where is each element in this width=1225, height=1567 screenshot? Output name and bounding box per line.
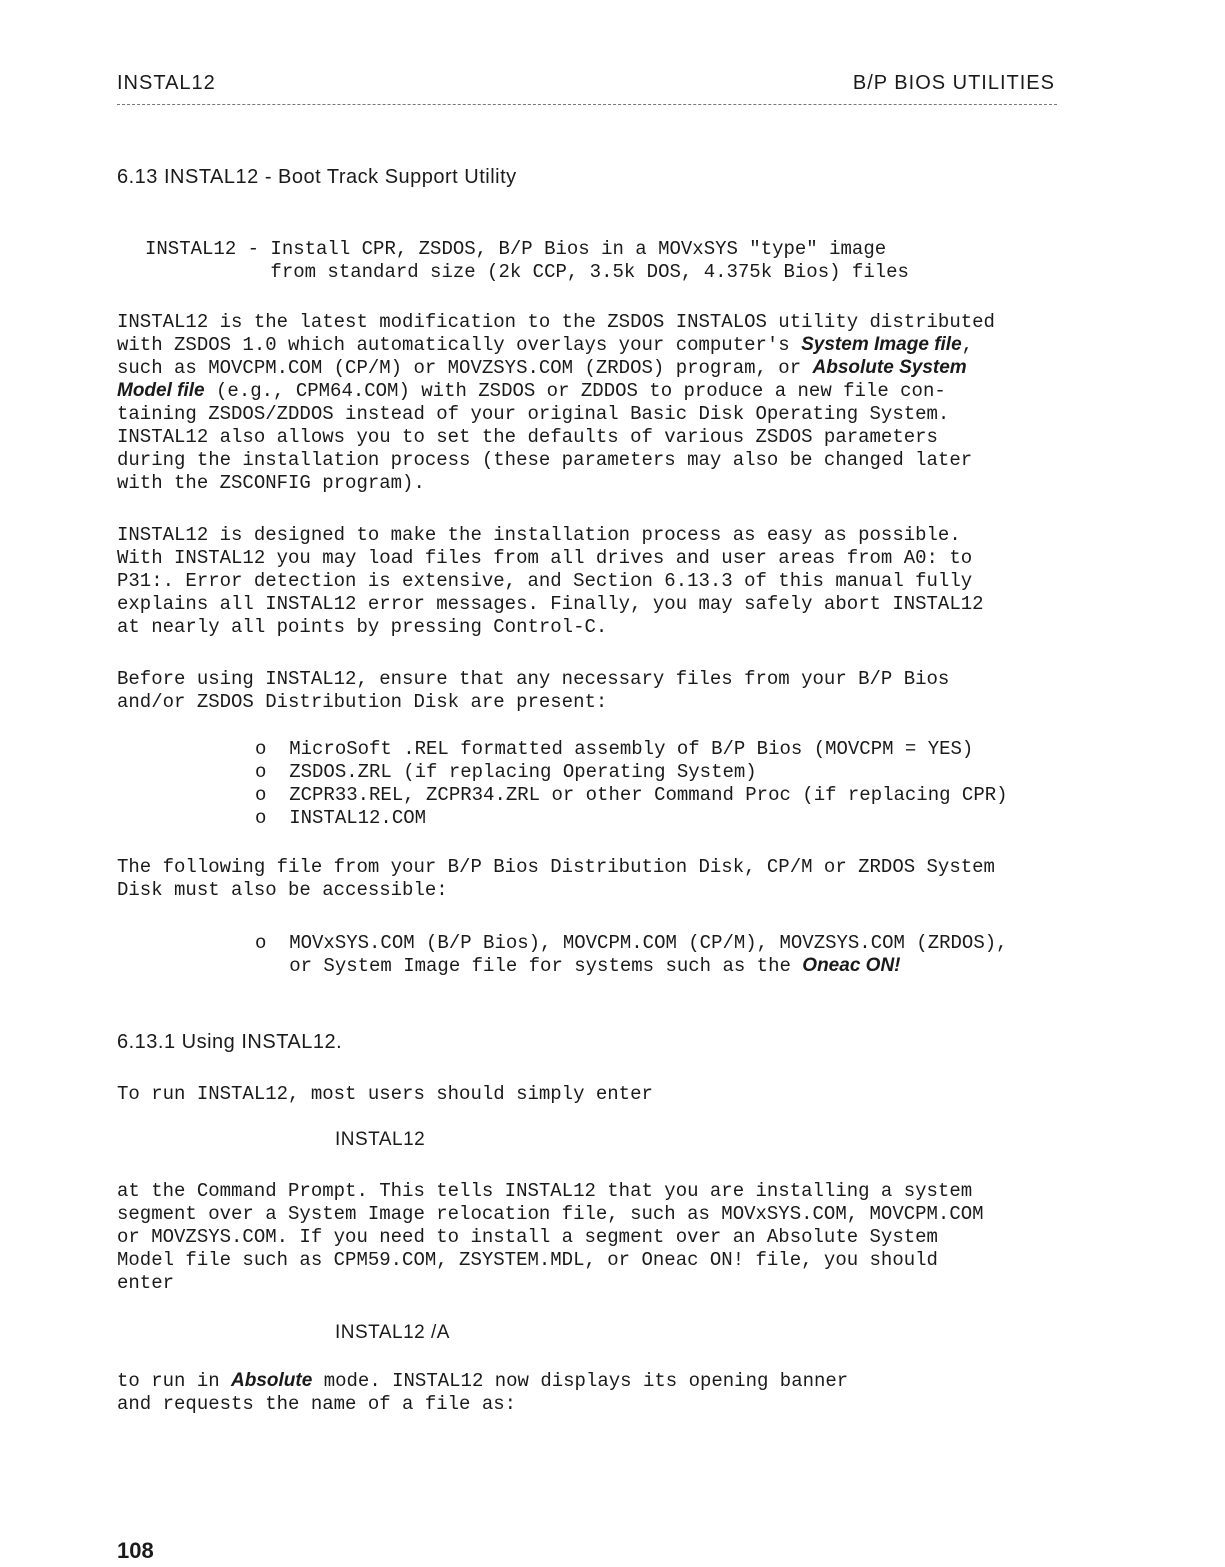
header-divider	[117, 104, 1057, 105]
command-example: INSTAL12 /A	[335, 1322, 450, 1343]
term-absolute-system: Absolute System	[812, 357, 967, 378]
subsection-text: To run INSTAL12, most users should simply enter	[117, 1083, 653, 1105]
list-item: o ZSDOS.ZRL (if replacing Operating System)	[255, 761, 757, 783]
list-item: o MOVxSYS.COM (B/P Bios), MOVCPM.COM (CP/M), MOVZSYS.COM (ZRDOS),	[255, 932, 1008, 954]
list-item: o INSTAL12.COM	[255, 807, 427, 829]
term-absolute: Absolute	[231, 1370, 313, 1391]
subsection-heading: 6.13.1 Using INSTAL12.	[117, 1031, 343, 1053]
para1-line: with ZSDOS 1.0 which automatically overlays your computer's System Image file,	[117, 334, 974, 356]
para2-line: explains all INSTAL12 error messages. Finally, you may safely abort INSTAL12	[117, 593, 984, 615]
subsection-text: segment over a System Image relocation file, such as MOVxSYS.COM, MOVCPM.COM	[117, 1203, 984, 1225]
subsection-text: and requests the name of a file as:	[117, 1393, 517, 1415]
para2-line: P31:. Error detection is extensive, and Section 6.13.3 of this manual fully	[117, 570, 973, 592]
command-example: INSTAL12	[335, 1129, 426, 1150]
para3-line: and/or ZSDOS Distribution Disk are present:	[117, 691, 608, 713]
para1-line: such as MOVCPM.COM (CP/M) or MOVZSYS.COM (ZRDOS) program, or Absolute System	[117, 357, 967, 379]
list-item: o ZCPR33.REL, ZCPR34.ZRL or other Command Proc (if replacing CPR)	[255, 784, 1008, 806]
subsection-text: Model file such as CPM59.COM, ZSYSTEM.MDL, or Oneac ON! file, you should	[117, 1249, 938, 1271]
subsection-text: enter	[117, 1272, 175, 1294]
term-oneac-on: Oneac ON!	[802, 955, 901, 976]
para1-line: with the ZSCONFIG program).	[117, 472, 425, 494]
para2-line: INSTAL12 is designed to make the installation process as easy as possible.	[117, 524, 961, 546]
para4-line: The following file from your B/P Bios Distribution Disk, CP/M or ZRDOS System	[117, 856, 995, 878]
term-model-file: Model file	[117, 380, 205, 401]
para1-line: INSTAL12 also allows you to set the defaults of various ZSDOS parameters	[117, 426, 938, 448]
para4-line: Disk must also be accessible:	[117, 879, 448, 901]
running-header-left: INSTAL12	[117, 72, 216, 94]
subsection-text: at the Command Prompt. This tells INSTAL12 that you are installing a system	[117, 1180, 973, 1202]
section-heading: 6.13 INSTAL12 - Boot Track Support Utility	[117, 166, 517, 188]
subsection-text: to run in Absolute mode. INSTAL12 now displays its opening banner	[117, 1370, 849, 1392]
para2-line: at nearly all points by pressing Control-C.	[117, 616, 608, 638]
para1-line: taining ZSDOS/ZDDOS instead of your original Basic Disk Operating System.	[117, 403, 950, 425]
page-number: 108	[117, 1538, 154, 1563]
intro-line-1: INSTAL12 - Install CPR, ZSDOS, B/P Bios in a MOVxSYS "type" image	[145, 238, 887, 260]
list-item: o MicroSoft .REL formatted assembly of B/P Bios (MOVCPM = YES)	[255, 738, 974, 760]
running-header-right: B/P BIOS UTILITIES	[852, 72, 1055, 94]
intro-line-2: from standard size (2k CCP, 3.5k DOS, 4.375k Bios) files	[145, 261, 909, 283]
para1-line: Model file (e.g., CPM64.COM) with ZSDOS or ZDDOS to produce a new file con-	[117, 380, 946, 402]
para1-line: INSTAL12 is the latest modification to the ZSDOS INSTALOS utility distributed	[117, 311, 995, 333]
subsection-text: or MOVZSYS.COM. If you need to install a segment over an Absolute System	[117, 1226, 938, 1248]
para3-line: Before using INSTAL12, ensure that any necessary files from your B/P Bios	[117, 668, 950, 690]
term-system-image-file: System Image file	[801, 334, 962, 355]
para2-line: With INSTAL12 you may load files from all drives and user areas from A0: to	[117, 547, 973, 569]
list-item: or System Image file for systems such as the Oneac ON!	[255, 955, 901, 977]
para1-line: during the installation process (these parameters may also be changed later	[117, 449, 973, 471]
